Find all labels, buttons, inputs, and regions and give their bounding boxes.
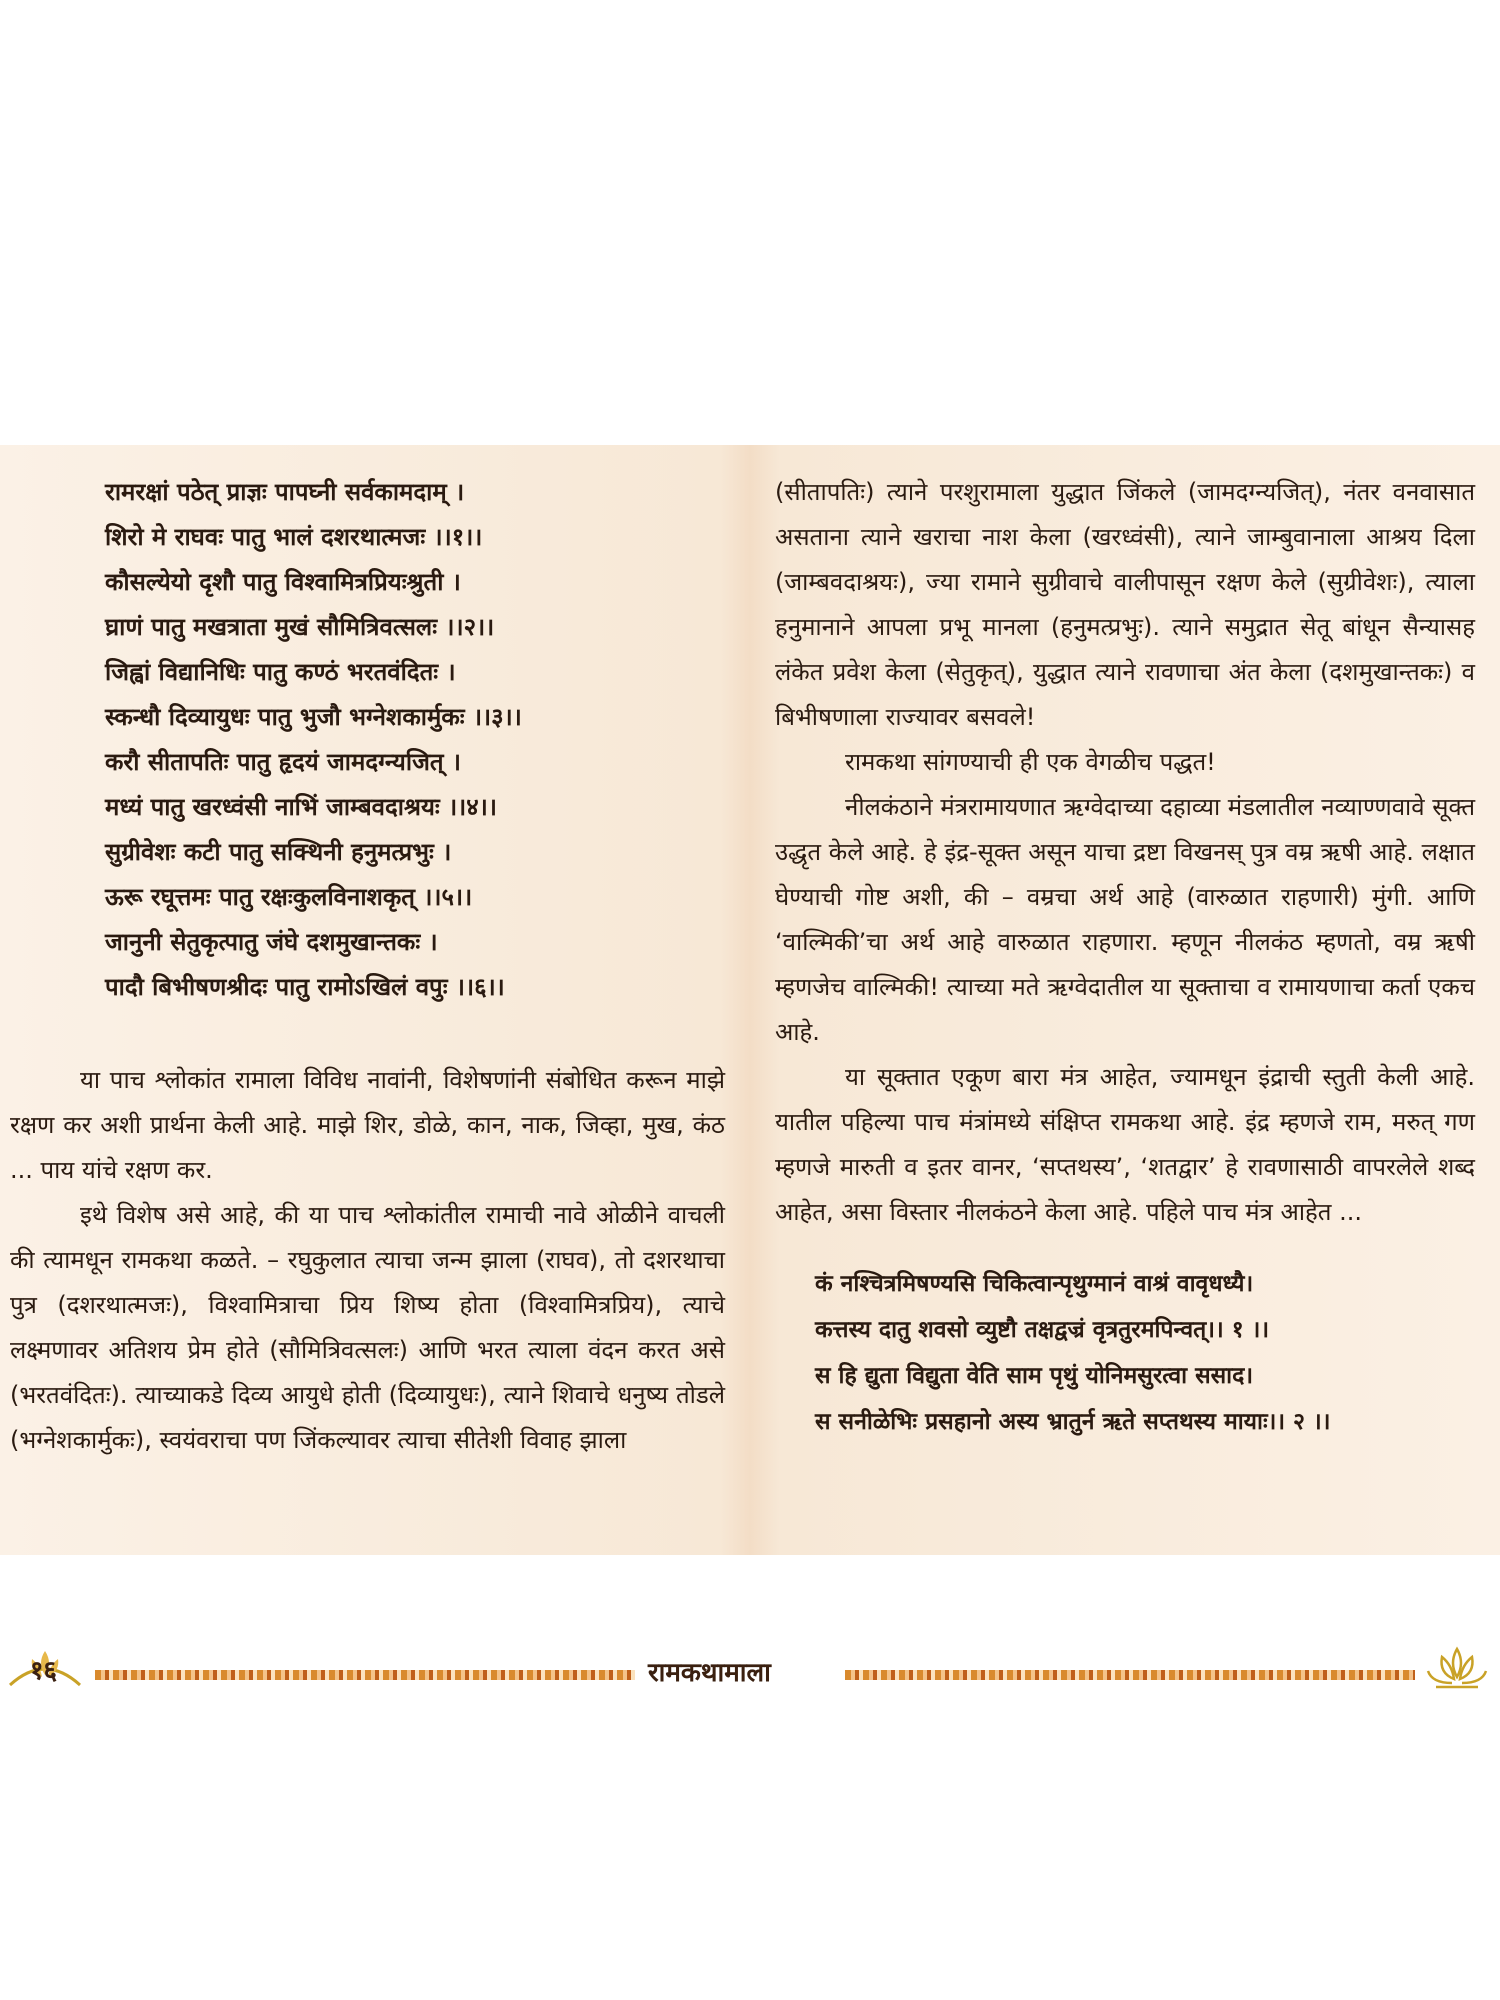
body-paragraph: इथे विशेष असे आहे, की या पाच श्लोकांतील रामाची नावे ओळीने वाचली की त्यामधून रामकथा कळते. – रघुकुलात त्याचा जन्म झाला (राघव), तो दशरथाचा पुत्र (दशरथात्मजः), विश्वामित्राचा प्रिय शिष्य होता (विश्वामित्रप्रिय), त्याचे लक्ष्मणावर अतिशय प्रेम होते (सौमित्रिवत्सलः) आणि भरत त्याला वंदन करत असे (भरतवंदितः). त्याच्याकडे दिव्य आयुधे होती (दिव्यायुधः), त्याने शिवाचे धनुष्य तोडले (भग्नेशकार्मुकः), स्वयंवराचा पण जिंकल्यावर त्याचा सीतेशी विवाह झाला	[10, 1201, 725, 1454]
book-title: रामकथामाला	[648, 1658, 771, 1688]
mantra-block	[775, 1261, 1475, 1445]
body-paragraph: नीलकंठाने मंत्ररामायणात ऋग्वेदाच्या दहाव्या मंडलातील नव्याण्णवावे सूक्त उद्धृत केले आहे. हे इंद्र-सूक्त असून याचा द्रष्टा विखनस् पुत्र वम्र ऋषी आहे. लक्षात घेण्याची गोष्ट अशी, की – वम्रचा अर्थ आहे (वारुळात राहणारी) मुंगी. आणि ‘वाल्मिकी’चा अर्थ आहे वारुळात राहणारा. म्हणून नीलकंठ म्हणतो, वम्र ऋषी म्हणजेच वाल्मिकी! त्याच्या मते ऋग्वेदातील या सूक्ताचा व रामायणाचा कर्ता एकच आहे.	[775, 793, 1476, 1046]
shloka-line: पादौ बिभीषणश्रीदः पातु रामोऽखिलं वपुः ।।६।।	[105, 973, 505, 1001]
mantra-line: स सनीळेभिः प्रसहानो अस्य भ्रातुर्न ऋते सप्तथस्य मायाः।। २ ।।	[815, 1409, 1331, 1435]
shloka-line: रामरक्षां पठेत् प्राज्ञः पापघ्नी सर्वकामदाम् ।	[105, 478, 465, 506]
mantra-line: कत्तस्य दातु शवसो व्युष्टौ तक्षद्वज्रं वृत्रतुरमपिन्वत्।। १ ।।	[815, 1317, 1270, 1343]
shloka-line: करौ सीतापतिः पातु हृदयं जामदग्न्यजित् ।	[105, 748, 462, 776]
lotus-icon	[1422, 1645, 1492, 1691]
book-spread	[0, 445, 1500, 1688]
shloka-line: जिह्वां विद्यानिधिः पातु कण्ठं भरतवंदितः ।	[105, 658, 456, 686]
body-paragraph: या पाच श्लोकांत रामाला विविध नावांनी, विशेषणांनी संबोधित करून माझे रक्षण कर अशी प्रार्थना केली आहे. माझे शिर, डोळे, कान, नाक, जिव्हा, मुख, कंठ ... पाय यांचे रक्षण कर.	[10, 1066, 725, 1184]
right-page	[775, 470, 1475, 1445]
shloka-block	[10, 470, 725, 1010]
decorative-border-right	[845, 1670, 1415, 1680]
shloka-line: कौसल्येयो दृशौ पातु विश्वामित्रप्रियःश्रुती ।	[105, 568, 461, 596]
body-paragraph: (सीतापतिः) त्याने परशुरामाला युद्धात जिंकले (जामदग्न्यजित्), नंतर वनवासात असताना त्याने खराचा नाश केला (खरध्वंसी), त्याने जाम्बुवानाला आश्रय दिला (जाम्बवदाश्रयः), ज्या रामाने सुग्रीवाचे वालीपासून रक्षण केले (सुग्रीवेशः), त्याला हनुमानाने आपला प्रभू मानला (हनुमत्प्रभुः). त्याने समुद्रात सेतू बांधून सैन्यासह लंकेत प्रवेश केला (सेतुकृत्), युद्धात त्याने रावणाचा अंत केला (दशमुखान्तकः) व बिभीषणाला राज्यावर बसवले!	[775, 478, 1475, 731]
shloka-line: मध्यं पातु खरध्वंसी नाभिं जाम्बवदाश्रयः ।।४।।	[105, 793, 497, 821]
page-number: १६	[30, 1656, 58, 1686]
shloka-line: स्कन्धौ दिव्यायुधः पातु भुजौ भग्नेशकार्मुकः ।।३।।	[105, 703, 522, 731]
shloka-line: जानुनी सेतुकृत्पातु जंघे दशमुखान्तकः ।	[105, 928, 438, 956]
left-page	[10, 470, 725, 1463]
page-footer	[0, 1645, 1500, 1703]
shloka-line: ऊरू रघूत्तमः पातु रक्षःकुलविनाशकृत् ।।५।।	[105, 883, 473, 911]
mantra-line: स हि द्युता विद्युता वेति साम पृथुं योनिमसुरत्वा ससाद।	[815, 1363, 1254, 1389]
shloka-line: शिरो मे राघवः पातु भालं दशरथात्मजः ।।१।।	[105, 523, 483, 551]
body-paragraph: रामकथा सांगण्याची ही एक वेगळीच पद्धत!	[845, 748, 1216, 776]
decorative-border-left	[95, 1670, 635, 1680]
shloka-line: सुग्रीवेशः कटी पातु सक्थिनी हनुमत्प्रभुः ।	[105, 838, 452, 866]
shloka-line: घ्राणं पातु मखत्राता मुखं सौमित्रिवत्सलः ।।२।।	[105, 613, 495, 641]
mantra-line: कं नश्चित्रमिषण्यसि चिकित्वान्पृथुग्मानं वाश्रं वावृधध्यै।	[815, 1271, 1254, 1297]
body-paragraph: या सूक्तात एकूण बारा मंत्र आहेत, ज्यामधून इंद्राची स्तुती केली आहे. यातील पहिल्या पाच मंत्रांमध्ये संक्षिप्त रामकथा आहे. इंद्र म्हणजे राम, मरुत् गण म्हणजे मारुती व इतर वानर, ‘सप्तथस्य’, ‘शतद्वार’ हे रावणासाठी वापरलेले शब्द आहेत, असा विस्तार नीलकंठने केला आहे. पहिले पाच मंत्र आहेत ...	[775, 1063, 1475, 1226]
